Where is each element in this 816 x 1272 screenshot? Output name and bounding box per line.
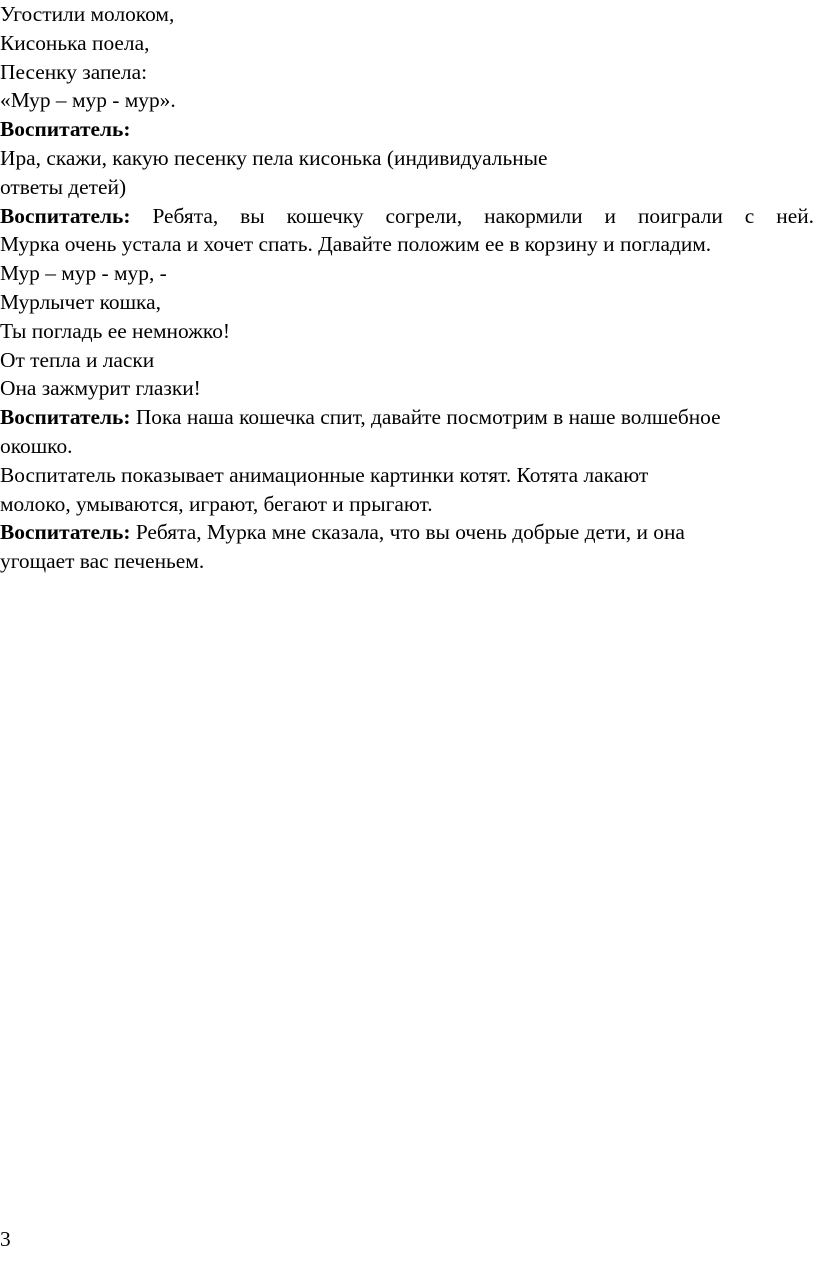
poem-line: Ты погладь ее немножко! — [0, 318, 231, 343]
paragraph-line — [0, 202, 814, 231]
paragraph-line — [0, 518, 816, 547]
poem-line: Мурлычет кошка, — [0, 289, 161, 314]
page-number: 3 — [0, 1227, 11, 1251]
poem-line: Мур – мур - мур, - — [0, 261, 167, 286]
poem-line: Угостили молоком, — [0, 2, 175, 26]
poem-line: Кисонька поела, — [0, 30, 150, 55]
speaker-label: Воспитатель: — [0, 203, 131, 228]
paragraph-line — [0, 403, 816, 432]
poem-line: «Мур – мур - мур». — [0, 88, 176, 113]
speaker-label: Воспитатель: — [0, 520, 131, 545]
speaker-label: Воспитатель: — [0, 405, 131, 430]
paragraph-line: Воспитатель показывает анимационные картинки котят. Котята лакают — [0, 462, 649, 487]
poem-line: Песенку запела: — [0, 59, 148, 84]
document-body — [0, 0, 816, 576]
text-line: ответы детей) — [0, 174, 127, 199]
paragraph-line: Мурка очень устала и хочет спать. Давайте положим ее в корзину и погладим. — [0, 232, 712, 257]
paragraph-line: угощает вас печеньем. — [0, 549, 205, 574]
paragraph-text: Ребята, вы кошечку согрели, накормили и поиграли с ней. — [130, 203, 814, 228]
paragraph-text: Ребята, Мурка мне сказала, что вы очень добрые дети, и она — [130, 520, 685, 545]
paragraph-line: окошко. — [0, 433, 73, 458]
speaker-label: Воспитатель: — [0, 117, 131, 142]
text-line: Ира, скажи, какую песенку пела кисонька (индивидуальные — [0, 145, 548, 170]
poem-line: Она зажмурит глазки! — [0, 376, 201, 401]
paragraph-line: молоко, умываются, играют, бегают и прыгают. — [0, 491, 433, 516]
paragraph-text: Пока наша кошечка спит, давайте посмотрим в наше волшебное — [130, 405, 721, 430]
poem-line: От тепла и ласки — [0, 347, 155, 372]
